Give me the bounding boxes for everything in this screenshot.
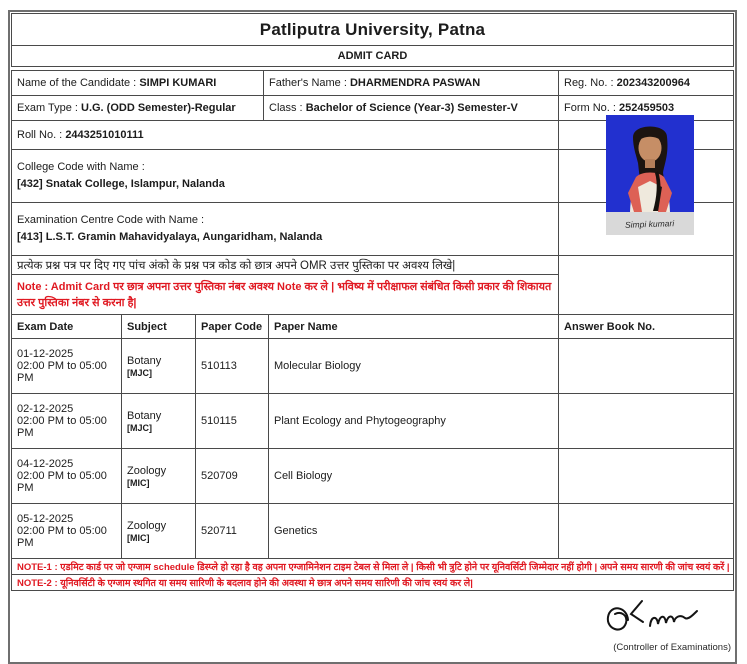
exam-date-cell [12,394,122,449]
paper-code-cell: 510115 [196,394,269,449]
paper-name-cell: Genetics [269,504,559,559]
table-row [12,339,734,394]
form-no-label: Form No. : [564,102,616,114]
subject-type: [MIC] [127,532,150,543]
subject: Botany [127,409,162,422]
paper-name-cell: Plant Ecology and Phytogeography [269,394,559,449]
candidate-info-section [11,70,734,315]
candidate-name-value: SIMPI KUMARI [139,77,217,89]
controller-label: (Controller of Examinations) [613,642,731,653]
table-header-row [12,315,734,339]
roll-no-value: 2443251010111 [65,129,144,141]
subject-type: [MJC] [127,422,152,433]
college-value: [432] Snatak College, Islampur, Nalanda [17,178,225,190]
title-block [11,13,734,67]
subject-cell [122,394,196,449]
table-row [12,71,734,96]
header-answer-book-no: Answer Book No. [559,315,734,339]
candidate-name-cell [12,71,264,96]
subject-type: [MJC] [127,367,152,378]
exam-type-value: U.G. (ODD Semester)-Regular [81,102,236,114]
answer-book-cell [559,339,734,394]
reg-no-label: Reg. No. : [564,77,614,89]
exam-date: 04-12-2025 [17,458,74,470]
reg-no-cell [559,71,734,96]
table-row [12,449,734,504]
omr-note-cell: प्रत्येक प्रश्न पत्र पर दिए गए पांच अंको के प्रश्न पत्र कोड को छात्र अपने OMR उत्तर पुस्तिका पर अवश्य लिखे| [12,256,559,275]
table-row [12,575,734,591]
paper-name-cell: Cell Biology [269,449,559,504]
controller-signature [600,596,700,640]
exam-date-cell [12,504,122,559]
candidate-name-label: Name of the Candidate : [17,77,137,89]
father-name-label: Father's Name : [269,77,347,89]
exam-time: 02:00 PM to 05:00 PM [17,470,107,494]
roll-no-cell [12,121,559,150]
header-exam-date: Exam Date [12,315,122,339]
class-value: Bachelor of Science (Year-3) Semester-V [305,102,518,114]
empty-side-cell [559,256,734,315]
table-row [12,256,734,275]
exam-time: 02:00 PM to 05:00 PM [17,415,107,439]
candidate-signature [606,212,694,235]
table-row [12,394,734,449]
table-row [12,559,734,575]
answer-book-cell [559,504,734,559]
college-label: College Code with Name : [17,161,145,173]
red-note-cell [12,275,559,315]
paper-code-cell: 520709 [196,449,269,504]
red-note-text: Note : Admit Card पर छात्र अपना उत्तर पुस्तिका नंबर अवश्य Note कर ले | भविष्य में परीक्षाफल संबंधित किसी प्रकार की शिकायत उत्तर पुस्तिका नंबर से करना है| [17,280,552,309]
card-title: ADMIT CARD [337,50,408,62]
roll-no-label: Roll No. : [17,129,63,141]
exam-time: 02:00 PM to 05:00 PM [17,360,107,384]
subject-cell [122,449,196,504]
exam-date-cell [12,339,122,394]
father-name-cell [264,71,559,96]
header-subject: Subject [122,315,196,339]
table-row [12,504,734,559]
note-1: NOTE-1 : एडमिट कार्ड पर जो एग्जाम schedule डिस्प्ले हो रहा है वह अपना एग्जामिनेशन टाइम टेबल से मिला ले | किसी भी त्रुटि होने पर यूनिवर्सिटी जिम्मेदार नहीं होगी | अपने समय सारणी की जांच स्वयं करें | [12,559,734,575]
exam-date: 01-12-2025 [17,348,74,360]
subject: Zoology [127,519,167,532]
exam-type-cell [12,96,264,121]
exam-date: 02-12-2025 [17,403,74,415]
subject: Botany [127,354,162,367]
class-cell [264,96,559,121]
answer-book-cell [559,449,734,504]
subject-cell [122,504,196,559]
college-cell [12,150,559,203]
exam-centre-cell [12,203,559,256]
exam-centre-label: Examination Centre Code with Name : [17,214,205,226]
exam-date-cell [12,449,122,504]
class-label: Class : [269,102,303,114]
subject-type: [MIC] [127,477,150,488]
exam-date: 05-12-2025 [17,513,74,525]
exam-type-label: Exam Type : [17,102,78,114]
form-no-value: 252459503 [619,102,675,114]
paper-code-cell: 520711 [196,504,269,559]
candidate-photo-image [606,115,694,212]
candidate-photo [606,115,694,235]
candidate-signature-text: Simpi kumari [625,217,675,230]
page-title: Patliputra University, Patna [12,14,733,46]
header-paper-name: Paper Name [269,315,559,339]
note-2: NOTE-2 : यूनिवर्सिटी के एग्जाम स्थगित या समय सारिणी के बदलाव होने की अवस्था मे छात्र अपने समय सारिणी की जांच स्वयं कर ले| [12,575,734,591]
reg-no-value: 202343200964 [616,77,691,89]
exam-time: 02:00 PM to 05:00 PM [17,525,107,549]
exam-centre-value: [413] L.S.T. Gramin Mahavidyalaya, Aungaridham, Nalanda [17,231,323,243]
paper-code-cell: 510113 [196,339,269,394]
father-name-value: DHARMENDRA PASWAN [349,77,481,89]
subject-cell [122,339,196,394]
admit-card-document [8,10,737,664]
signature-area [11,591,734,661]
answer-book-cell [559,394,734,449]
footer-notes [11,558,734,591]
paper-name-cell: Molecular Biology [269,339,559,394]
subject: Zoology [127,464,167,477]
header-paper-code: Paper Code [196,315,269,339]
exam-schedule-table [11,314,734,559]
